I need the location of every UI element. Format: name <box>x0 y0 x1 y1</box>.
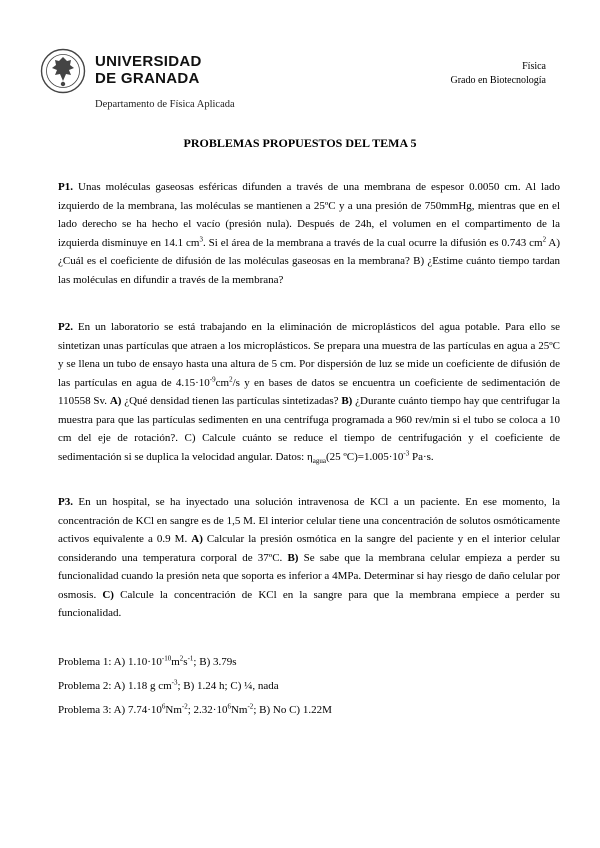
problem-text: En un laboratorio se está trabajando en la eliminación de microplásticos del agua potable. Para ello se sintetizan unas partículas que atraen a los microplásticos. Se prepara una muestra de las partículas en agua a 25ºC y se llena un tubo de ensayo hasta una altura de 5 cm. Por dispersión de luz se mide un coeficiente de difusión de las partículas en agua de 4.15·10 <box>58 321 560 389</box>
problem-text: /s y en bases de datos se encuentra un coeficiente de sedimentación de 110558 Sv. <box>58 376 560 407</box>
problem-text: Calcular la presión osmótica en la sangre del paciente y en el interior celular considerando una temperatura corporal de 37ºC. <box>58 533 560 564</box>
part-label: B) <box>287 551 299 564</box>
superscript: -9 <box>209 374 216 383</box>
problem-label: P3. <box>58 496 73 508</box>
superscript: 3 <box>199 234 203 243</box>
answer-text: ; B) 3.79s <box>193 656 237 668</box>
problem-text: En un hospital, se ha inyectado una solución intravenosa de KCl a un paciente. En ese momento, la concentración de KCl en sangre es de 1,5 M. El interior celular tiene una concentración de solutos osmóticamente activos equivalente a 0.9 M. <box>58 496 560 545</box>
problem-text: A) ¿Cuál es el coeficiente de difusión de las moléculas gaseosas en la membrana? B) ¿Estime cuánto tiempo tardan las moléculas en difundir a través de la membrana? <box>58 236 560 286</box>
problem-3 <box>58 493 560 623</box>
answer-text: ; B) No C) 1.22M <box>253 704 332 716</box>
problem-label: P2. <box>58 321 73 333</box>
answer-3 <box>58 698 332 722</box>
answer-1 <box>58 650 332 674</box>
answer-text: ; 2.32·10 <box>187 704 228 716</box>
superscript: -10 <box>161 654 172 663</box>
problem-text: . Si el área de la membrana a través de la cual ocurre la difusión es 0.743 cm <box>202 236 543 249</box>
course-info <box>450 60 546 88</box>
page-title: PROBLEMAS PROPUESTOS DEL TEMA 5 <box>183 136 417 150</box>
university-seal-icon <box>40 48 86 94</box>
superscript: -3 <box>403 448 410 457</box>
university-name-line2: DE GRANADA <box>95 70 200 87</box>
part-label: A) <box>109 395 122 407</box>
superscript: 2 <box>229 374 233 383</box>
problem-text: ¿Durante cuánto tiempo hay que centrifugar la muestra para que las partículas sedimenten en una centrífuga programada a 960 rev/min si el tubo se coloca a 10 cm del eje de rotación?. C) Calcule cuánto se reduce el tiempo de centrifugación y el coeficiente de sedimentación si se duplica la velocidad angular. Datos: η <box>58 395 560 463</box>
part-label: C) <box>102 588 114 601</box>
university-name-line1: UNIVERSIDAD <box>95 53 202 70</box>
superscript: -2 <box>181 702 188 711</box>
department-name: Departamento de Física Aplicada <box>95 99 235 110</box>
answers-list <box>58 650 332 722</box>
answer-text: m <box>171 656 180 668</box>
subscript: agua <box>312 456 326 465</box>
answer-text: Problema 3: A) 7.74·10 <box>58 704 162 716</box>
superscript: 2 <box>179 654 184 663</box>
superscript: 6 <box>227 702 231 711</box>
problem-text: ¿Qué densidad tienen las partículas sintetizadas? <box>121 395 342 407</box>
problem-text: Se sabe que la membrana celular empieza a perder su funcionalidad cuando la presión neta que soporta es inferior a 4MPa. Determinar si hay riesgo de daño celular por osmosis. <box>58 551 560 601</box>
subject-name: Física <box>522 61 546 72</box>
problem-text: cm <box>215 376 230 389</box>
part-label: B) <box>341 395 353 407</box>
answer-text: Nm <box>165 704 182 716</box>
problem-2 <box>58 318 560 466</box>
university-logo <box>40 48 300 118</box>
superscript: -3 <box>171 678 178 687</box>
part-label: A) <box>191 533 203 545</box>
problem-1 <box>58 178 560 289</box>
problem-text: Unas moléculas gaseosas esféricas difunden a través de una membrana de espesor 0.0050 cm. Al lado izquierdo de la membrana, las moléculas se mantienen a 25ºC y a una presión de 750mmHg, mientras que en el lado derecho se ha hecho el vacío (presión nula). Después de 24h, el volumen en el compartimento de la izquierda disminuye en 14.1 cm <box>58 181 560 249</box>
problem-label: P1. <box>58 181 73 193</box>
answer-2 <box>58 674 332 698</box>
superscript: 6 <box>161 702 166 711</box>
answer-text: Problema 2: A) 1.18 g cm <box>58 680 172 692</box>
answer-text: s <box>183 656 188 668</box>
problem-text: Calcule la concentración de KCl en la sangre para que la membrana empiece a perder su funcionalidad. <box>58 588 560 619</box>
superscript: -1 <box>187 654 194 663</box>
answer-text: ; B) 1.24 h; C) ¼, nada <box>177 680 279 692</box>
problem-text: Pa·s. <box>409 450 434 463</box>
degree-name: Grado en Biotecnología <box>450 75 546 86</box>
answer-text: Nm <box>230 704 248 716</box>
problem-text: (25 ºC)=1.005·10 <box>325 450 404 463</box>
answer-text: Problema 1: A) 1.10·10 <box>58 656 162 668</box>
superscript: -2 <box>247 702 254 711</box>
superscript: 2 <box>542 234 547 243</box>
